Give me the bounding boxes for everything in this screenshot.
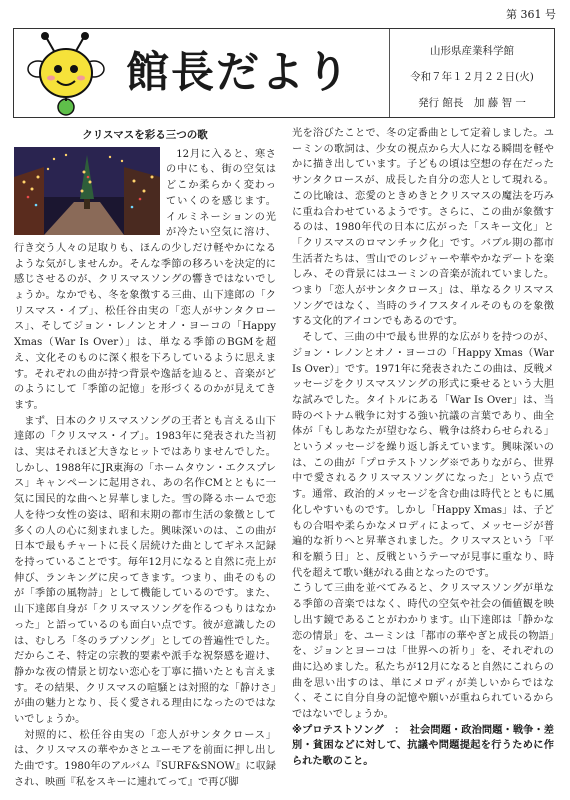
right-column bbox=[292, 126, 554, 770]
paragraph: 12月に入ると、寒さの中にも、街の空気はどこか柔らかく変わっていくのを感じます。イルミネーションの光が冷たい空気に溶け、行き交う人々の足取りも、ほんの少しだけ軽やかになるような気がしませんか。そんな季節の移ろいを決定的に感じさせるのが、クリスマスソングの響きではないでしょうか。なかでも、冬を象徴する三曲、山下達郎の「クリスマス・イブ」、松任谷由実の「恋人がサンタクロース」、そしてジョン・レノンとオノ・ヨーコの「Happy Xmas（War Is Over）」は、単なる季節のBGMを超え、文化そのものに深く根を下ろしているように思えます。それぞれの曲が持つ背景や逸話を辿ると、音楽がどのようにして「季節の記憶」を形づくるのかが見えてきます。 bbox=[14, 148, 276, 411]
bee-mascot-icon bbox=[24, 31, 108, 117]
paragraph: こうして三曲を並べてみると、クリスマスソングが単なる季節の音楽ではなく、時代の空気や社会の価値観を映し出す鏡であることがわかります。山下達郎は「静かな恋の情景」を、ユーミンは「都市の華やぎと成長の物語」を、ジョンとヨーコは「世界への祈り」を、それぞれの曲に込めました。私たちが12月になると自然にこれらの曲を思い出すのは、単にメロディが美しいからではなく、そこに自分自身の記憶や願いが重ねられているからではないでしょうか。 bbox=[292, 583, 554, 721]
left-column bbox=[14, 128, 276, 791]
paragraph: 対照的に、松任谷由実の「恋人がサンタクロース」は、クリスマスの華やかさとユーモアを前面に押し出した曲です。1980年のアルバム『SURF&SNOW』に収録され、映画『私をスキーに連れてって』で再び脚 bbox=[14, 729, 276, 788]
publisher-line: 発行 館長 加 藤 智 一 bbox=[418, 97, 526, 109]
newsletter-header bbox=[13, 28, 555, 118]
museum-name: 山形県産業科学館 bbox=[430, 45, 514, 57]
newsletter-title: 館長だより bbox=[126, 48, 351, 98]
footnote: ※プロテストソング ： 社会問題・政治問題・戦争・差別・貧困などに対して、抗議や問題提起を行うために作られた歌のこと。 bbox=[292, 724, 554, 768]
brand-area bbox=[14, 29, 390, 117]
issue-number: 第 361 号 bbox=[506, 8, 556, 21]
paragraph: まず、日本のクリスマスソングの王者とも言える山下達郎の「クリスマス・イブ」。1983年に発表された当初は、実はそれほど大きなヒットではありませんでした。しかし、1988年にJR東海の「ホームタウン・エクスプレス」キャンペーンに起用され、あの名作CMとともに一気に国民的な曲へと昇華しました。雪の降るホームで恋人を待つ女性の姿は、昭和末期の都市生活の象徴として多くの人の心に刻まれました。興味深いのは、この曲が日本で最もチャートに長く居続けた曲としてギネス記録を持っていることです。毎年12月になると自然に売上が伸び、ランキングに戻ってきます。つまり、曲そのものが「季節の風物詩」として機能しているのです。また、山下達郎自身が「クリスマスソングを作るつもりはなかった」と語っているのも面白い点です。彼が意識したのは、むしろ「冬のラブソング」としての普遍性でした。だからこそ、特定の宗教的要素や派手な祝祭感を避け、静かな夜の情景と切ない恋心を丁寧に描いたとも言えます。その結果、クリスマスの喧騒とは対照的な「静けさ」が曲の魅力となり、長く愛される理由になったのではないでしょうか。 bbox=[14, 415, 276, 726]
header-meta bbox=[390, 29, 554, 117]
paragraph: 光を浴びたことで、冬の定番曲として定着しました。ユーミンの歌詞は、少女の視点から大人になる瞬間を軽やかに描き出しています。子どもの頃は空想の存在だったサンタクロースが、成長した自分の恋人として現れる。この比喩は、恋愛のときめきとクリスマスの魔法を巧みに重ね合わせているようです。さらに、この曲が象徴するのは、1980年代の日本に広がった「スキー文化」と「クリスマスのロマンチック化」です。バブル期の都市生活者たちは、雪山でのレジャーや華やかなデートを楽しみ、その背景にはユーミンの音楽が流れていました。つまり「恋人がサンタクロース」は、単なるクリスマスソングではなく、当時のライフスタイルそのものを象徴する文化的アイコンでもあるのです。 bbox=[292, 128, 554, 328]
issue-date: 令和７年１２月２２日(火) bbox=[410, 71, 534, 83]
article-title: クリスマスを彩る三つの歌 bbox=[82, 129, 208, 141]
paragraph: そして、三曲の中で最も世界的な広がりを持つのが、ジョン・レノンとオノ・ヨーコの「Happy Xmas（War Is Over）」です。1971年に発表されたこの曲は、反戦メッセージをクリスマスソングの形式に乗せるという大胆な試みでした。タイトルにある「War Is Over」は、当時のベトナム戦争に対する強い抗議の言葉であり、曲全体が「もしあなたが望むなら、戦争は終わらせられる」というメッセージを繰り返し訴えています。興味深いのは、この曲が「プロテストソング※でありながら、世界中で愛されるクリスマスソングになった」という点です。通常、政治的メッセージを含む曲は時代とともに風化しやすいものです。しかし「Happy Xmas」は、子どもの合唱や柔らかなメロディによって、メッセージが普遍的な祈りへと昇華されました。クリスマスという「平和を願う日」と、反戦というテーマが見事に重なり、時代を超えて歌い継がれる曲となったのです。 bbox=[292, 332, 554, 579]
christmas-street-photo bbox=[14, 147, 160, 235]
